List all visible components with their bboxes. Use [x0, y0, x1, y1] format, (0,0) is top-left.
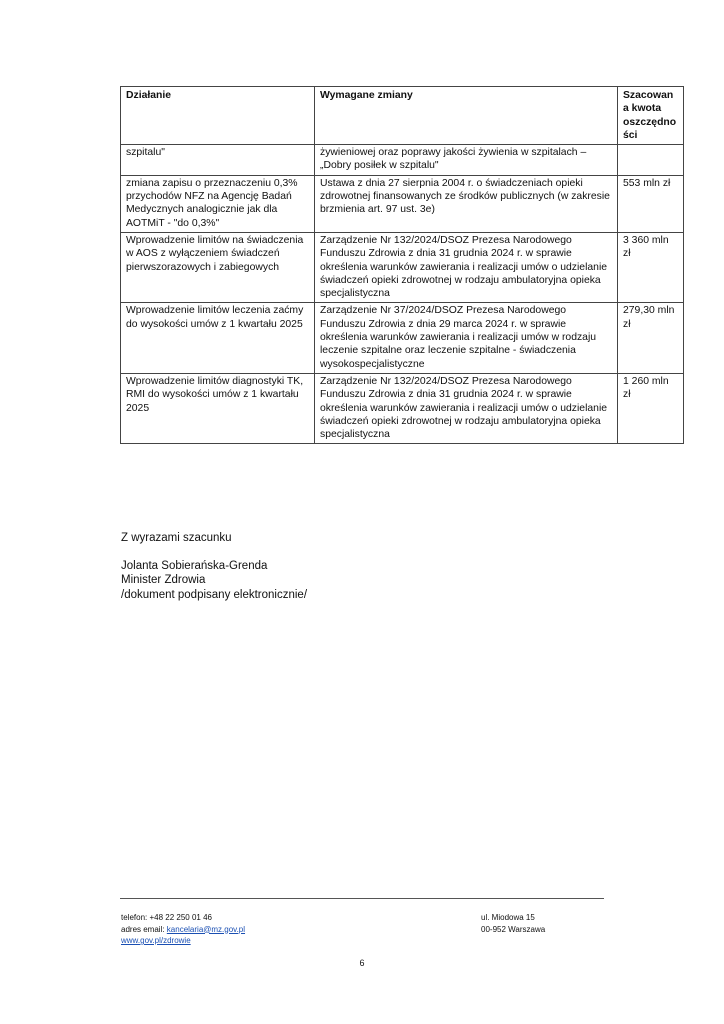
table-row: [121, 373, 684, 443]
cell-savings: 279,30 mln zł: [618, 303, 684, 373]
cell-change: żywieniowej oraz poprawy jakości żywienia w szpitalach – „Dobry posiłek w szpitalu": [315, 145, 618, 176]
table-header-row: [121, 87, 684, 145]
footer-website-link[interactable]: www.gov.pl/zdrowie: [121, 936, 191, 945]
footer-email-line: [121, 924, 245, 936]
cell-savings: [618, 145, 684, 176]
cell-action: szpitalu": [121, 145, 315, 176]
cell-action: Wprowadzenie limitów na świadczenia w AOS z wyłączeniem świadczeń pierwszorazowych i zabiegowych: [121, 232, 315, 302]
signatory-title: Minister Zdrowia: [121, 574, 206, 587]
table-row: [121, 145, 684, 176]
table-row: [121, 232, 684, 302]
header-required-changes: Wymagane zmiany: [315, 87, 618, 145]
cell-change: Zarządzenie Nr 37/2024/DSOZ Prezesa Narodowego Funduszu Zdrowia z dnia 29 marca 2024 r. w sprawie określenia warunków zawierania i realizacji umów w rodzaju leczenie szpitalne oraz leczenie szpitalne - świadczenia wysokospecjalistyczne: [315, 303, 618, 373]
footer-email-label: adres email:: [121, 924, 167, 934]
header-action: Działanie: [121, 87, 315, 145]
footer-email-link[interactable]: kancelaria@mz.gov.pl: [166, 924, 246, 934]
footer-divider: [120, 898, 604, 899]
footer-phone: telefon: +48 22 250 01 46: [121, 913, 212, 922]
cell-change: Zarządzenie Nr 132/2024/DSOZ Prezesa Narodowego Funduszu Zdrowia z dnia 31 grudnia 2024 r. w sprawie określenia warunków zawierania i realizacji umów o udzielanie świadczeń opieki zdrowotnej w rodzaju ambulatoryjna opieka specjalistyczna: [315, 373, 618, 443]
cell-change: Ustawa z dnia 27 sierpnia 2004 r. o świadczeniach opieki zdrowotnej finansowanych ze środków publicznych (w zakresie brzmienia art. 97 ust. 3e): [315, 175, 618, 232]
table-row: [121, 303, 684, 373]
header-estimated-savings: Szacowana kwota oszczędności: [618, 87, 684, 145]
footer-contact: [121, 912, 245, 947]
table-row: [121, 175, 684, 232]
cell-change: Zarządzenie Nr 132/2024/DSOZ Prezesa Narodowego Funduszu Zdrowia z dnia 31 grudnia 2024 r. w sprawie określenia warunków zawierania i realizacji umów o udzielanie świadczeń opieki zdrowotnej w rodzaju ambulatoryjna opieka specjalistyczna: [315, 232, 618, 302]
cell-action: Wprowadzenie limitów diagnostyki TK, RMI do wysokości umów z 1 kwartału 2025: [121, 373, 315, 443]
cell-action: zmiana zapisu o przeznaczeniu 0,3% przychodów NFZ na Agencję Badań Medycznych analogicznie jak dla AOTMiT - "do 0,3%": [121, 175, 315, 232]
electronic-signature-note: /dokument podpisany elektronicznie/: [121, 588, 308, 601]
footer-street: ul. Miodowa 15: [481, 913, 535, 922]
signatory-name: Jolanta Sobierańska-Grenda: [121, 560, 268, 573]
footer-city: 00-952 Warszawa: [481, 924, 546, 934]
savings-table: [120, 86, 684, 444]
page-number: 6: [359, 958, 365, 968]
cell-savings: 3 360 mln zł: [618, 232, 684, 302]
cell-savings: 553 mln zł: [618, 175, 684, 232]
footer-address: [481, 912, 545, 935]
signature-block: [121, 531, 307, 602]
cell-savings: 1 260 mln zł: [618, 373, 684, 443]
closing-greeting: Z wyrazami szacunku: [121, 532, 232, 544]
cell-action: Wprowadzenie limitów leczenia zaćmy do wysokości umów z 1 kwartału 2025: [121, 303, 315, 373]
